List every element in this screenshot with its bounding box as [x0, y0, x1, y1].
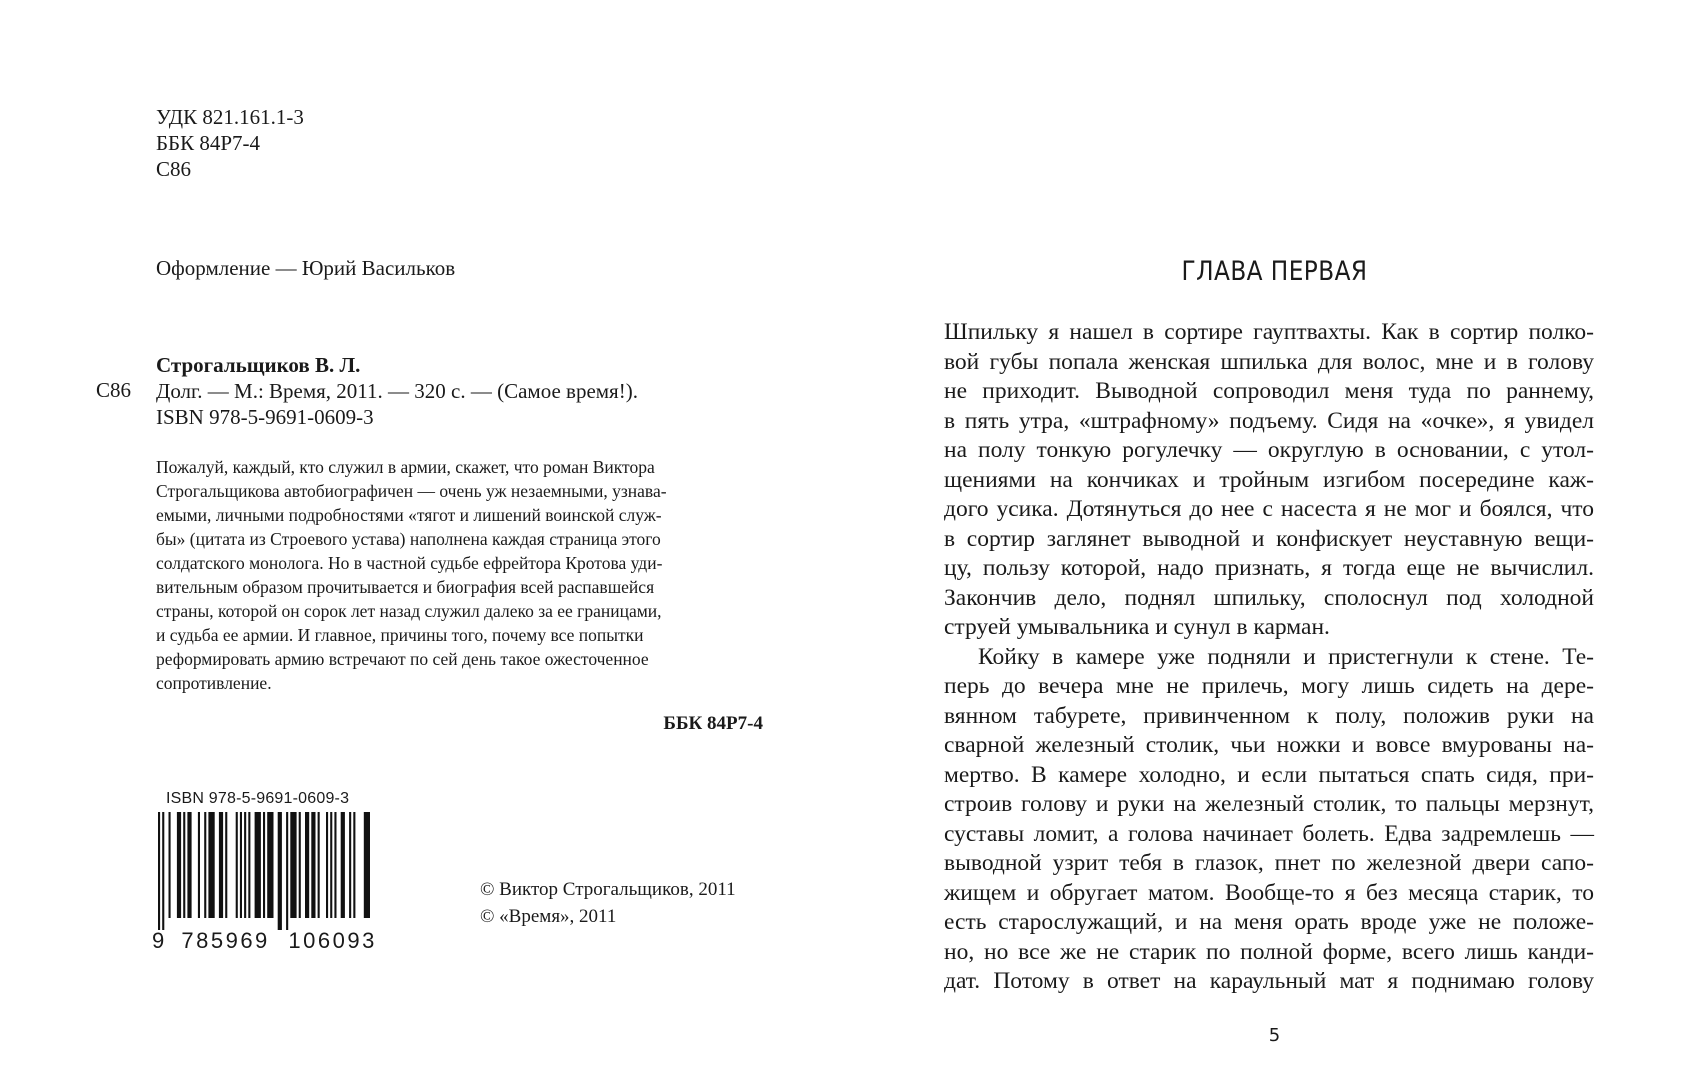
annotation-line: бы» (цитата из Строевого устава) наполнена каждая страница этого	[156, 529, 661, 549]
barcode-bar	[290, 812, 296, 918]
barcode-bar	[263, 812, 265, 918]
biblio-isbn: ISBN 978-5-9691-0609-3	[156, 405, 374, 429]
biblio-description: Долг. — М.: Время, 2011. — 320 с. — (Самое время!).	[156, 379, 638, 403]
barcode-bar	[267, 812, 273, 918]
barcode-bar	[219, 812, 223, 918]
copyright-block	[480, 876, 736, 930]
body-line: суставы ломит, а голова начинает болеть. Едва задремлешь —	[944, 820, 1594, 847]
body-line: мертво. В камере холодно, и если пытаться спать сидя, при-	[944, 761, 1594, 788]
body-line: строив голову и руки на железный столик, то пальцы мерзнут,	[944, 791, 1594, 817]
annotation-line: Пожалуй, каждый, кто служил в армии, скажет, что роман Виктора	[156, 457, 655, 477]
body-line: перь до вечера мне не прилечь, могу лишь сидеть на дере-	[944, 673, 1594, 699]
barcode-bar	[236, 812, 238, 918]
body-line: в пять утра, «штрафному» подъему. Сидя на «очке», я увидел	[944, 407, 1594, 434]
barcode-bar	[305, 812, 309, 918]
copyright-author: © Виктор Строгальщиков, 2011	[480, 879, 736, 900]
udk-code: УДК 821.161.1-3	[156, 105, 304, 129]
body-line: Койку в камере уже подняли и пристегнули к стене. Те-	[978, 643, 1594, 670]
annotation-line: и судьба ее армии. И главное, причины того, почему все попытки	[156, 625, 644, 645]
body-line: Закончив дело, поднял шпильку, сполоснул под холодной	[944, 584, 1594, 611]
biblio-author: Строгальщиков В. Л.	[156, 353, 361, 377]
barcode-bar	[169, 812, 171, 918]
barcode-bar	[204, 812, 206, 918]
barcode-bar	[248, 812, 250, 918]
body-line: жищем и обругает матом. Вообще-то я без месяца старик, то	[944, 879, 1594, 906]
barcode-bar	[349, 812, 351, 918]
barcode-bar	[225, 812, 227, 918]
barcode-bar	[334, 812, 336, 918]
body-line: вянном табурете, привинченном к полу, положив руки на	[944, 702, 1594, 729]
body-line: дого усика. Дотянуться до нее с насеста я не мог и боялся, что	[944, 496, 1594, 522]
copyright-publisher: © «Время», 2011	[480, 906, 617, 927]
annotation-line: сопротивление.	[156, 673, 272, 693]
barcode-bar	[198, 812, 200, 918]
body-line: в сортир заглянет выводной и конфискует неуставную вещи-	[944, 525, 1594, 552]
body-line: щениями на кончиках и тройным изгибом посередине каж-	[944, 466, 1594, 493]
barcode-bar	[318, 812, 320, 918]
body-line: вой губы попала женская шпилька для волос, мне и в голову	[944, 348, 1594, 375]
annotation-line: реформировать армию встречают по сей день такое ожесточенное	[156, 649, 649, 669]
barcode-bar	[353, 812, 355, 918]
design-credit: Оформление — Юрий Васильков	[156, 256, 456, 280]
barcode-bar	[311, 812, 315, 918]
body-line: выводной узрит тебя в глазок, пнет по железной двери сапо-	[944, 850, 1594, 876]
barcode-bar	[255, 812, 261, 918]
margin-author-mark: С86	[96, 378, 132, 402]
author-mark: С86	[156, 157, 192, 181]
page-number: 5	[1268, 1025, 1281, 1046]
barcode-bar	[158, 812, 160, 930]
annotation-line: вительным образом прочитывается и биография всей распавшейся	[156, 577, 655, 597]
right-page	[850, 0, 1699, 1080]
barcode-bar	[177, 812, 181, 918]
body-line: но, но все же не старик по полной форме, всего лишь канди-	[944, 938, 1594, 965]
barcode-bar	[364, 812, 370, 918]
barcode-bar	[187, 812, 191, 918]
barcode-bars	[152, 812, 370, 930]
barcode-bar	[162, 812, 164, 930]
body-line: сварной железный столик, чьи ножки и вовсе вмурованы на-	[944, 732, 1594, 758]
body-line: дат. Потому в ответ на караульный мат я поднимаю голову	[944, 968, 1594, 994]
body-line: не приходит. Выводной сопроводил меня туда по раннему,	[944, 378, 1594, 404]
annotation-line: страны, которой он сорок лет назад служил далеко за ее границами,	[156, 601, 662, 621]
chapter-body	[944, 318, 1594, 997]
annotation-line: емыми, личными подробностями «тягот и лишений воинской служ-	[156, 505, 662, 525]
barcode-bar	[278, 812, 282, 930]
isbn-barcode	[152, 790, 377, 954]
body-line: есть старослужащий, и на меня орать вроде уже не положе-	[944, 909, 1594, 935]
classification-codes	[156, 104, 304, 182]
body-line: на полу тонкую рогулечку — округлую в основании, с утол-	[944, 437, 1594, 463]
bbk-code: ББК 84Р7-4	[156, 131, 261, 155]
barcode-bar	[326, 812, 328, 918]
barcode-bar	[341, 812, 345, 918]
barcode-bar	[244, 812, 246, 918]
body-line: струей умывальника и сунул в карман.	[944, 614, 1330, 640]
barcode-bar	[208, 812, 214, 918]
barcode-digits	[152, 928, 377, 954]
annotation	[156, 455, 763, 695]
barcode-bar	[286, 812, 288, 930]
bbk-bottom-code: ББК 84Р7-4	[663, 713, 763, 734]
barcode-bar	[183, 812, 185, 918]
barcode-isbn-label: ISBN 978-5-9691-0609-3	[166, 790, 350, 807]
body-line: Шпильку я нашел в сортире гауптвахты. Как в сортир полко-	[944, 319, 1594, 345]
barcode-bar	[330, 812, 332, 918]
annotation-line: Строгальщикова автобиографичен — очень уж незаемными, узнава-	[156, 481, 667, 501]
annotation-line: солдатского монолога. Но в частной судьбе ефрейтора Кротова уди-	[156, 553, 663, 573]
bibliographic-record	[156, 352, 638, 430]
barcode-bar	[299, 812, 301, 918]
barcode-digits-left: 785969	[181, 928, 270, 953]
barcode-digits-right: 106093	[288, 928, 377, 953]
barcode-bar	[240, 812, 242, 918]
body-line: цу, пользу которой, надо признать, я тогда еще не вычислил.	[944, 555, 1594, 581]
chapter-title: ГЛАВА ПЕРВАЯ	[1181, 256, 1368, 287]
barcode-digit-first: 9	[152, 928, 167, 953]
